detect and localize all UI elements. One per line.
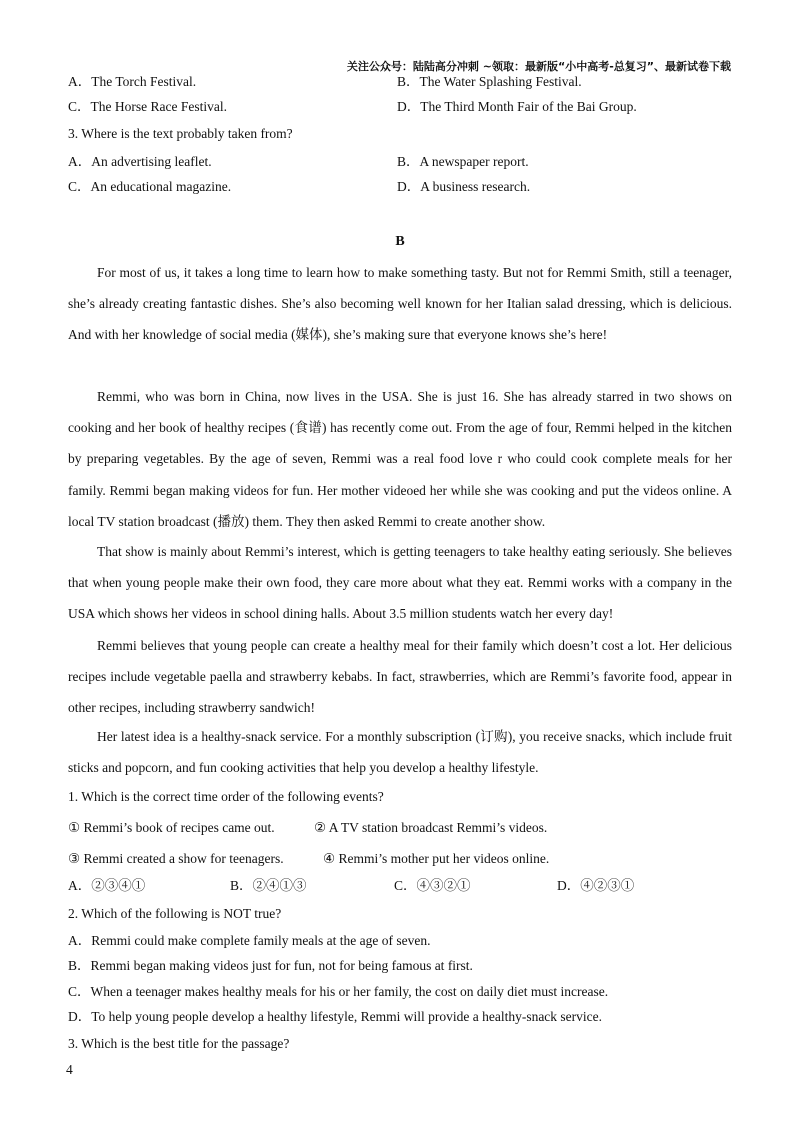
q2-question: 2. Which of the following is NOT true?	[68, 906, 282, 921]
q1-event-1: ① Remmi’s book of recipes came out.	[68, 820, 275, 835]
q1-option-a: A．②③④①	[68, 878, 146, 893]
q1-option-b: B．②④①③	[230, 878, 307, 893]
paragraph-1: For most of us, it takes a long time to learn how to make something tasty. But not for Remmi Smith, still a teenager, she’s already creating fantastic dishes. She’s also becoming well known for her Italian salad dressing, which is delicious. And with her knowledge of social media (媒体), she’s making sure that everyone knows she’s here!	[68, 265, 732, 343]
prev-q3-question: 3. Where is the text probably taken from?	[68, 126, 293, 141]
prev-q3-option-d: D．A business research.	[397, 179, 531, 194]
q2-option-b: B．Remmi began making videos just for fun, not for being famous at first.	[68, 958, 473, 973]
prev-q2-option-c: C．The Horse Race Festival.	[68, 99, 227, 114]
page-number: 4	[66, 1062, 73, 1077]
q1-option-d: D．④②③①	[557, 878, 635, 893]
paragraph-3: That show is mainly about Remmi’s interest, which is getting teenagers to take healthy eating seriously. She believes that when young people make their own food, they care more about what they eat. Remmi works with a company in the USA which shows her videos in school dining halls. About 3.5 million students watch her every day!	[68, 544, 732, 622]
q2-option-c: C．When a teenager makes healthy meals for his or her family, the cost on daily diet must increase.	[68, 984, 609, 999]
prev-q2-option-b: B．The Water Splashing Festival.	[397, 74, 582, 89]
q3-question: 3. Which is the best title for the passage?	[68, 1036, 290, 1051]
prev-q3-option-b: B．A newspaper report.	[397, 154, 529, 169]
q1-option-c: C．④③②①	[394, 878, 471, 893]
q2-option-a: A．Remmi could make complete family meals at the age of seven.	[68, 933, 431, 948]
header-banner: 关注公众号：陆陆高分冲刺 ~领取：最新版“小中高考-总复习”、最新试卷下载	[346, 60, 731, 73]
q1-event-4: ④ Remmi’s mother put her videos online.	[323, 851, 550, 866]
prev-q3-option-a: A．An advertising leaflet.	[68, 154, 212, 169]
prev-q2-option-d: D．The Third Month Fair of the Bai Group.	[397, 99, 637, 114]
paragraph-5: Her latest idea is a healthy-snack service. For a monthly subscription (订购), you receive snacks, which include fruit sticks and popcorn, and fun cooking activities that help you develop a healthy lifestyle.	[68, 729, 732, 776]
prev-q3-option-c: C．An educational magazine.	[68, 179, 232, 194]
section-title: B	[395, 234, 405, 249]
paragraph-2: Remmi, who was born in China, now lives in the USA. She is just 16. She has already starred in two shows on cooking and her book of healthy recipes (食谱) has recently come out. From the age of four, Remmi helped in the kitchen by preparing vegetables. By the age of seven, Remmi was a real food love r who could cook complete meals for her family. Remmi began making videos for fun. Her mother videoed her while she was cooking and put the videos online. A local TV station broadcast (播放) them. They then asked Remmi to create another show.	[68, 389, 732, 529]
q1-question: 1. Which is the correct time order of the following events?	[68, 789, 384, 804]
q2-option-d: D．To help young people develop a healthy lifestyle, Remmi will provide a healthy-snack service.	[68, 1009, 603, 1024]
q1-event-3: ③ Remmi created a show for teenagers.	[68, 851, 284, 866]
paragraph-4: Remmi believes that young people can create a healthy meal for their family which doesn’t cost a lot. Her delicious recipes include vegetable paella and strawberry kebabs. In fact, strawberries, which are Remmi’s favorite food, appear in other recipes, including strawberry sandwich!	[68, 638, 732, 716]
prev-q2-option-a: A．The Torch Festival.	[68, 74, 197, 89]
q1-event-2: ② A TV station broadcast Remmi’s videos.	[314, 820, 548, 835]
